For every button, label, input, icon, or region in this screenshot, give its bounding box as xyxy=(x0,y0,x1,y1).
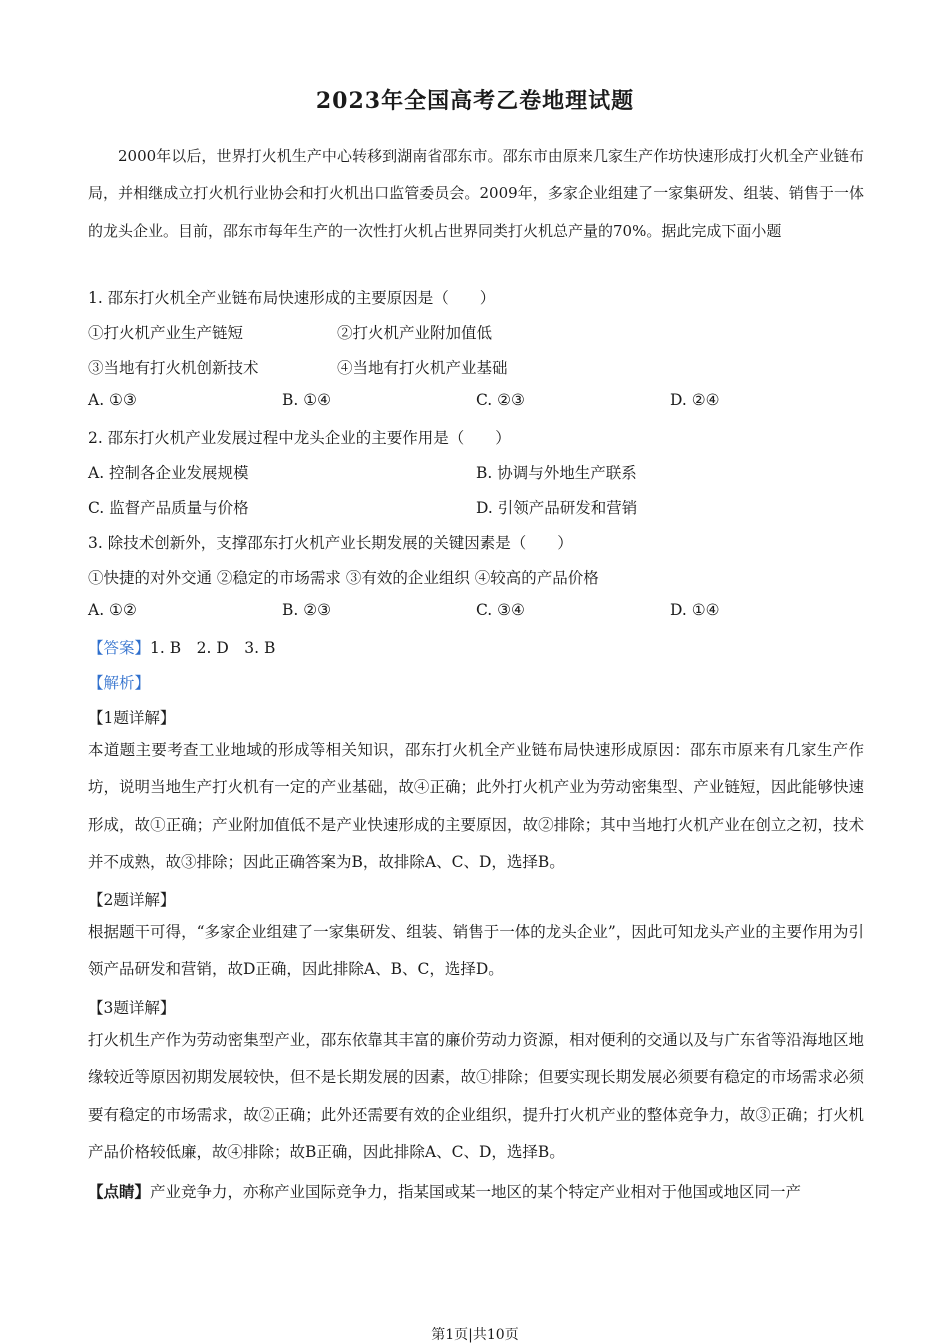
answer-line xyxy=(88,636,275,658)
answer-text: 1. B 2. D 3. B xyxy=(150,639,276,657)
page-title: 2023年全国高考乙卷地理试题 xyxy=(315,88,635,114)
q1-statement-1: ①打火机产业生产链短 xyxy=(88,324,244,342)
answer-label: 【答案】 xyxy=(88,639,151,657)
detail-3-label: 【3题详解】 xyxy=(88,999,176,1017)
q3-option-d: D. ①④ xyxy=(670,601,720,619)
detail-2-text: 根据题干可得，“多家企业组建了一家集研发、组装、销售于一体的龙头企业”，因此可知龙头产业的主要作用为引领产品研发和营销，故D正确，因此排除A、B、C，选择D。 xyxy=(88,923,864,979)
q1-statement-4: ④当地有打火机产业基础 xyxy=(337,359,508,377)
q1-option-d: D. ②④ xyxy=(670,391,720,409)
detail-1-label: 【1题详解】 xyxy=(88,709,176,727)
q3-option-b: B. ②③ xyxy=(282,601,332,619)
question-1-stem: 1. 邵东打火机全产业链布局快速形成的主要原因是（ ） xyxy=(88,289,496,307)
q1-statement-2: ②打火机产业附加值低 xyxy=(337,324,493,342)
q2-option-c: C. 监督产品质量与价格 xyxy=(88,499,249,517)
q3-statements: ①快捷的对外交通 ②稳定的市场需求 ③有效的企业组织 ④较高的产品价格 xyxy=(88,569,599,587)
q1-option-a: A. ①③ xyxy=(88,391,137,409)
tip-text: 产业竞争力，亦称产业国际竞争力，指某国或某一地区的某个特定产业相对于他国或地区同一产 xyxy=(150,1183,802,1201)
q1-option-b: B. ①④ xyxy=(282,391,332,409)
question-2-stem: 2. 邵东打火机产业发展过程中龙头企业的主要作用是（ ） xyxy=(88,429,511,447)
tip-line xyxy=(88,1180,801,1202)
tip-label: 【点睛】 xyxy=(88,1182,151,1201)
detail-2-label: 【2题详解】 xyxy=(88,891,176,909)
q1-statement-3: ③当地有打火机创新技术 xyxy=(88,359,259,377)
q3-option-a: A. ①② xyxy=(88,601,137,619)
detail-1-text: 本道题主要考查工业地域的形成等相关知识，邵东打火机全产业链布局快速形成原因：邵东市原来有几家生产作坊，说明当地生产打火机有一定的产业基础，故④正确；此外打火机产业为劳动密集型、产业链短，因此能够快速形成，故①正确；产业附加值低不是产业快速形成的主要原因，故②排除；其中当地打火机产业在创立之初，技术并不成熟，故③排除；因此正确答案为B，故排除A、C、D，选择B。 xyxy=(88,741,864,871)
q2-option-d: D. 引领产品研发和营销 xyxy=(476,499,638,517)
page-footer: 第1页|共10页 xyxy=(431,1327,519,1343)
detail-3-text: 打火机生产作为劳动密集型产业，邵东依靠其丰富的廉价劳动力资源，相对便利的交通以及与广东省等沿海地区地缘较近等原因初期发展较快，但不是长期发展的因素，故①排除；但要实现长期发展必须要有稳定的市场需求必须要有稳定的市场需求，故②正确；此外还需要有效的企业组织，提升打火机产业的整体竞争力，故③正确；打火机产品价格较低廉，故④排除；故B正确，因此排除A、C、D，选择B。 xyxy=(88,1031,864,1161)
q1-option-c: C. ②③ xyxy=(476,391,525,409)
analysis-label: 【解析】 xyxy=(88,674,151,692)
q2-option-a: A. 控制各企业发展规模 xyxy=(88,464,249,482)
q2-option-b: B. 协调与外地生产联系 xyxy=(476,464,637,482)
intro-passage: 2000年以后，世界打火机生产中心转移到湖南省邵东市。邵东市由原来几家生产作坊快速形成打火机全产业链布局，并相继成立打火机行业协会和打火机出口监管委员会。2009年，多家企业组建了一家集研发、组装、销售于一体的龙头企业。目前，邵东市每年生产的一次性打火机占世界同类打火机总产量的70%。据此完成下面小题 xyxy=(88,147,864,240)
question-3-stem: 3. 除技术创新外，支撑邵东打火机产业长期发展的关键因素是（ ） xyxy=(88,534,573,552)
q3-option-c: C. ③④ xyxy=(476,601,525,619)
